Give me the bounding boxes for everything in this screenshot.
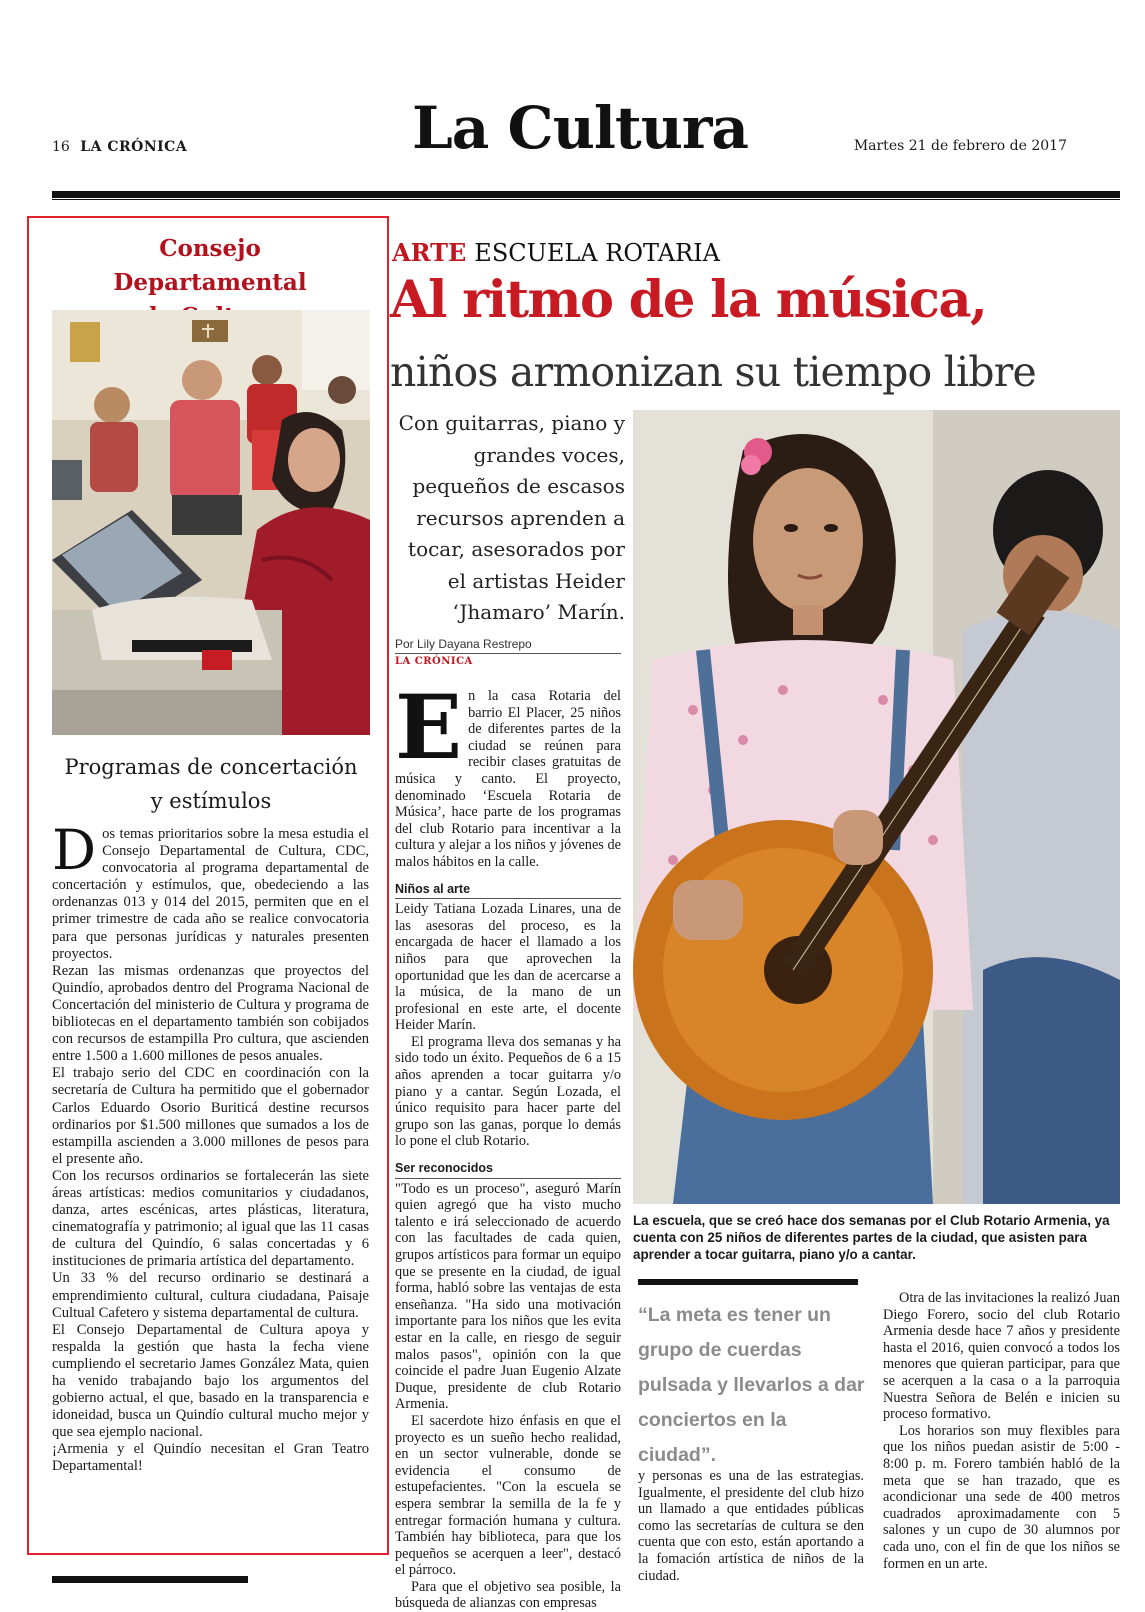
sidebar-paragraph: Rezan las mismas ordenanzas que proyectos del Quindío, aprobados dentro del Programa Nacional de Concertación del ministerio de Cultura y programa de bibliotecas en el departamento también son cobijados con recursos de estampilla Pro cultura, que ascienden entre 1.500 a 1.600 millones de pesos anuales. <box>52 962 369 1065</box>
pull-quote-rule <box>638 1279 858 1285</box>
council-meeting-photo <box>52 310 370 735</box>
article-intro: n la casa Rotaria del barrio El Placer, 25 niños de diferentes partes de la ciudad se reúnen para recibir clases gratuitas de música y canto. El proyecto, denominado ‘Escuela Rotaria de Música’, hace parte de los programas del club Rotario para incentivar a la cultura y alejar a los niños y jóvenes de malos hábitos en la calle. <box>395 688 621 870</box>
sidebar-heading-line2: y estímulos <box>150 789 272 813</box>
masthead-rule-thin <box>52 199 1120 200</box>
article-column-continued <box>638 1468 864 1584</box>
article-paragraph: Para que el objetivo sea posible, la búsqueda de alianzas con empresas <box>395 1578 621 1612</box>
sidebar-body <box>52 818 369 1476</box>
kicker-topic: ESCUELA ROTARIA <box>474 239 720 267</box>
subhead-ninos-al-arte: Niños al arte <box>395 881 621 900</box>
sidebar-heading <box>52 750 370 818</box>
bottom-rule <box>52 1576 248 1583</box>
subhead-ser-reconocidos: Ser reconocidos <box>395 1160 621 1179</box>
article-paragraph: El programa lleva dos semanas y ha sido todo un éxito. Pequeños de 6 a 15 años aprenden a tocar guitarra y/o piano y a cantar. Según Lozada, el único requisito para hacer parte del grupo son las ganas, porque lo demás lo pone el club Rotario. <box>395 1033 621 1150</box>
article-headline: Al ritmo de la música, <box>390 270 987 330</box>
sidebar-paragraph: Un 33 % del recurso ordinario se destinará a emprendimiento cultural, cultura ciudadana, Paisaje Cultual Cafetero y sistema departamental de cultura. <box>52 1270 369 1321</box>
article-dropcap: E <box>395 675 463 779</box>
sidebar-paragraph: El trabajo serio del CDC en coordinación con la secretaría de Cultura ha permitido que el gobernador Carlos Eduardo Osorio Buriticá destine recursos ordinarios por $1.500 millones que sumados a los de estampilla ascienden a 3.000 millones de pesos para el presente año. <box>52 1065 369 1167</box>
section-title: La Cultura <box>411 94 749 162</box>
article-paragraph: Otra de las invitaciones la realizó Juan Diego Forero, socio del club Rotario Armenia desde hace 7 años y presidente hasta el 2016, quien convocó a todos los menores que quieran participar, para que se acerquen a la casa o a la parroquia Nuestra Señora de Belén e inicien su proceso formativo. <box>883 1290 1120 1423</box>
kicker-section: ARTE <box>392 238 467 267</box>
sidebar-paragraph: Con los recursos ordinarios se fortalecerán las siete áreas artísticas: medios comunitarios y ciudadanos, danza, artes escénicas, artes plásticas, literatura, cinematografía y patrimonio; al igual que las 11 casas de cultura del Quindío, 6 salas concertadas y 6 instituciones de primaria artística del departamento. <box>52 1167 369 1270</box>
article-subhead: niños armonizan su tiempo libre <box>390 348 1036 396</box>
byline-source: LA CRÓNICA <box>395 656 473 667</box>
article-paragraph: Leidy Tatiana Lozada Linares, una de las asesoras del proceso, es la encargada de hacer el llamado a los niños para que aprovechen la oportunidad que les dan de acercarse a la música, de la mano de un profesional en este arte, el docente Heider Marín. <box>395 901 621 1034</box>
page-number <box>52 139 187 155</box>
girl-guitar-photo <box>633 410 1120 1204</box>
photo-caption: La escuela, que se creó hace dos semanas por el Club Rotario Armenia, ya cuenta con 25 niños de diferentes partes de la ciudad, que asisten para aprender a tocar guitarra, piano y/o a cantar. <box>633 1213 1110 1262</box>
article-byline: Por Lily Dayana Restrepo <box>395 637 621 654</box>
paper-name: LA CRÓNICA <box>80 139 188 155</box>
article-paragraph: y personas es una de las estrategias. Igualmente, el presidente del club hizo un llamado a que entidades públicas como las secretarías de cultura se den cuenta que con esto, están aportando a la fomación artística de niños de la ciudad. <box>638 1468 864 1584</box>
article-paragraph: El sacerdote hizo énfasis en que el proyecto es un sueño hecho realidad, en un sector vulnerable, donde se evidencia el consumo de estupefacientes. "Con la escuela se espera sembrar la semilla de la fe y entregar formación humana y cultura. También hay biblioteca, para que los pequeños se acerquen a leer", destacó el párroco. <box>395 1412 621 1579</box>
article-deck: Con guitarras, piano y grandes voces, pequeños de escasos recursos aprenden a tocar, asesorados por el artistas Heider ‘Jhamaro’ Marín. <box>398 411 625 624</box>
sidebar-heading-line1: Programas de concertación <box>64 755 358 779</box>
article-column-middle <box>395 675 621 1612</box>
sidebar-paragraph: El Consejo Departamental de Cultura apoya y respalda la gestión que hasta la fecha viene cumpliendo el secretario James González Mata, quien ha venido trabajando bajo los argumentos del gobierno actual, el que, basado en la transparencia e idoneidad, busca un Quindío cultural mucho mejor y que sea ejemplo nacional. <box>52 1321 369 1441</box>
sidebar-dropcap: D <box>52 818 97 882</box>
article-column-right <box>883 1290 1120 1572</box>
pull-quote: “La meta es tener un grupo de cuerdas pulsada y llevarlos a dar conciertos en la ciudad”. <box>638 1304 865 1466</box>
page-number-value: 16 <box>52 139 70 155</box>
article-paragraph: "Todo es un proceso", aseguró Marín quien agregó que ha visto mucho talento e irá seleccionado de acuerdo con las facultades de cada quien, grupos artísticos para formar un equipo que se presente en la ciudad, de igual forma, habló sobre las ventajas de esta enseñanza. "Ha sido una motivación importante para los niños que les evita estar en la calle, en riesgo de seguir malos pasos", opinión con la que coincide el padre Juan Eugenio Alzate Duque, presidente de club Rotario Armenia. <box>395 1180 621 1413</box>
issue-date: Martes 21 de febrero de 2017 <box>853 138 1067 154</box>
article-paragraph: Los horarios son muy flexibles para que los niños puedan asistir de 5:00 - 8:00 p. m. Forero también habló de la meta que se han trazado, que es acondicionar una sede de 400 metros cuadrados aproximadamente con 5 salones y un cupo de 30 alumnos por cada uno, con el fin de que los niños se formen en un arte. <box>883 1422 1120 1572</box>
sidebar-paragraph: ¡Armenia y el Quindío necesitan el Gran Teatro Departamental! <box>52 1441 369 1475</box>
sidebar-paragraph: os temas prioritarios sobre la mesa estudia el Consejo Departamental de Cultura, CDC, convocatoria al programa departamental de concertación y estímulos, que, obedeciendo a las ordenanzas 013 y 014 del 2015, permiten que en el primer trimestre de cada año se realice convocatoria para que personas jurídicas y naturales presenten proyectos. <box>52 826 369 962</box>
sidebar-title-line1: Consejo Departamental <box>113 235 307 296</box>
masthead-rule <box>52 191 1120 198</box>
article-kicker <box>392 238 720 267</box>
